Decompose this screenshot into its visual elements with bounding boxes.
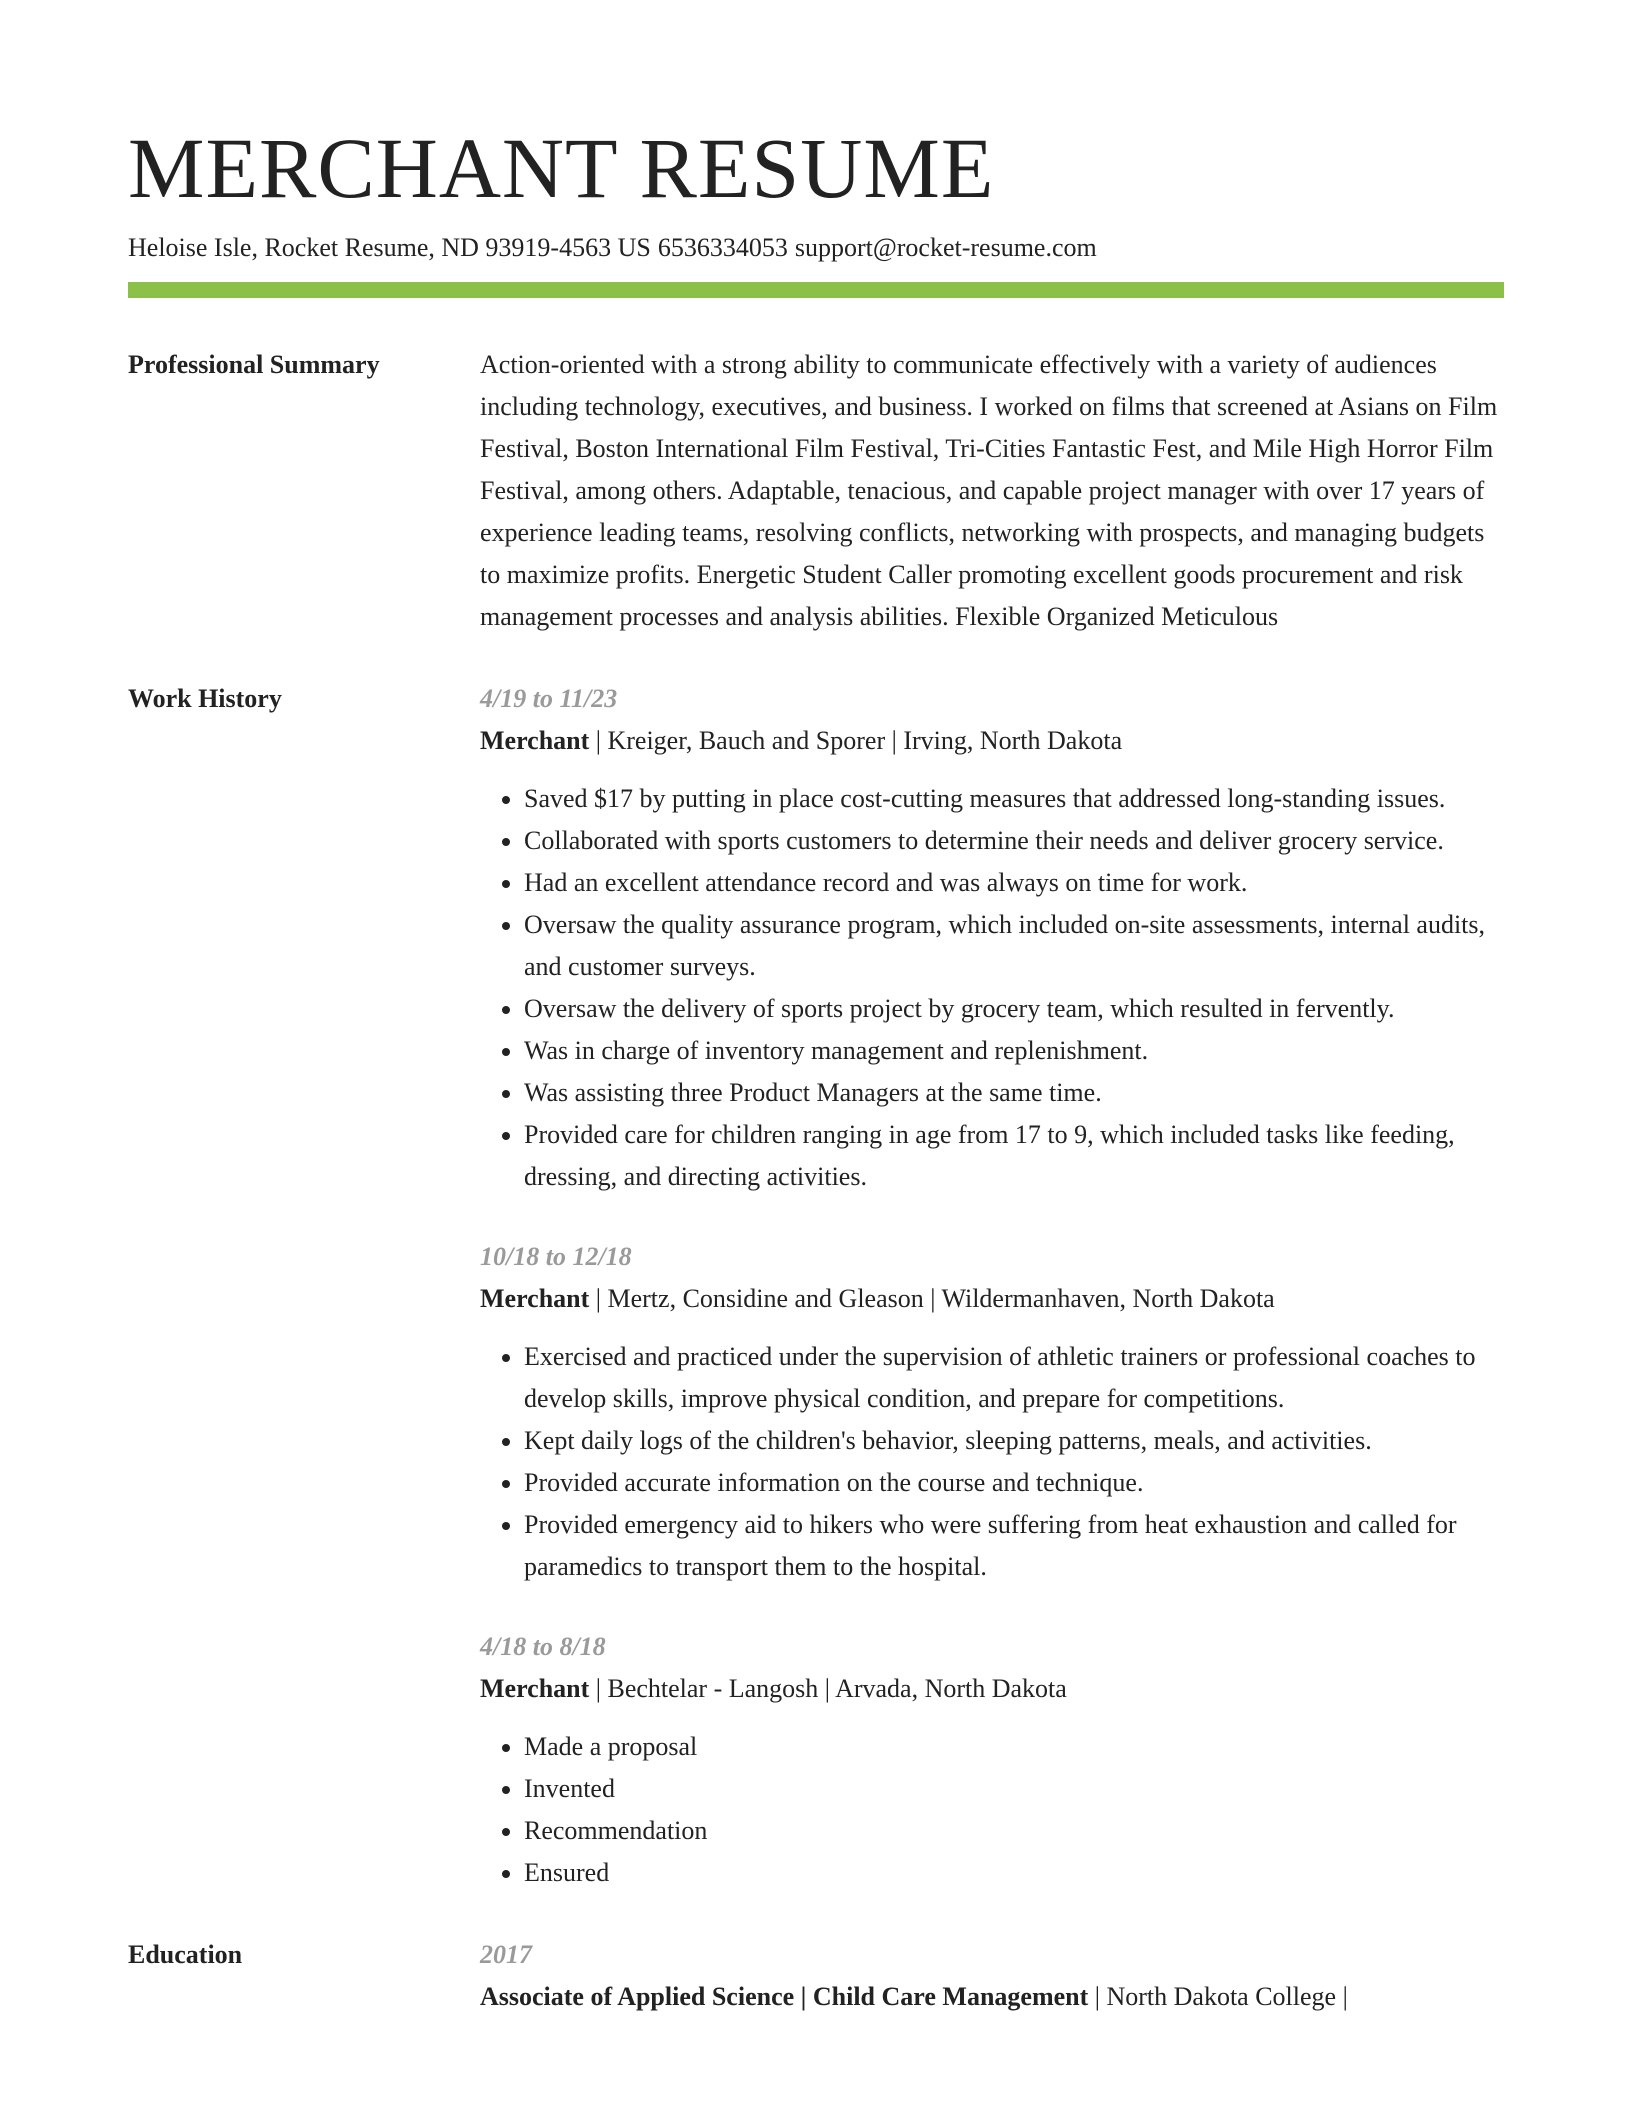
contact-email: support@rocket-resume.com [794,233,1097,262]
job-bullets [480,1336,1504,1588]
education-body [480,1934,1504,2018]
resume-page [128,118,1504,2018]
list-item: • Collaborated with sports customers to determine their needs and deliver grocery service. [524,820,1504,862]
job-dates: 4/18 to 8/18 [480,1632,606,1661]
list-item: • Provided care for children ranging in age from 17 to 9, which included tasks like feeding, dressing, and directing activities. [524,1114,1504,1198]
accent-divider [128,282,1504,298]
summary-section [128,344,1504,638]
job-details: | Bechtelar - Langosh | Arvada, North Dakota [589,1674,1067,1703]
job-details: | Kreiger, Bauch and Sporer | Irving, North Dakota [589,726,1123,755]
education-degree: Associate of Applied Science | Child Care Management [480,1982,1089,2011]
section-label-education: Education [128,1940,243,1969]
resume-title: MERCHANT RESUME [128,120,995,216]
job-role: Merchant [480,726,590,755]
list-item: • Made a proposal [524,1726,1504,1768]
section-label-summary: Professional Summary [128,350,380,379]
job-entry [480,678,1504,1198]
summary-body [480,344,1504,638]
work-history-body [480,678,1504,1894]
summary-text: Action-oriented with a strong ability to communicate effectively with a variety of audiences including technology, executives, and business. I worked on films that screened at Asians on Film Festival, Boston International Film Festival, Tri-Cities Fantastic Fest, and Mile High Horror Film Festival, among others. Adaptable, tenacious, and capable project manager with over 17 years of experience leading teams, resolving conflicts, networking with prospects, and managing budgets to maximize profits. Energetic Student Caller promoting excellent goods procurement and risk management processes and analysis abilities. Flexible Organized Meticulous [480,350,1498,631]
section-label-work-history: Work History [128,684,282,713]
list-item: • Had an excellent attendance record and was always on time for work. [524,862,1504,904]
job-entry [480,1236,1504,1588]
list-item: • Recommendation [524,1810,1504,1852]
work-history-section [128,678,1504,1894]
list-item: • Was assisting three Product Managers at the same time. [524,1072,1504,1114]
list-item: • Kept daily logs of the children's behavior, sleeping patterns, meals, and activities. [524,1420,1504,1462]
job-role: Merchant [480,1284,590,1313]
contact-address: Heloise Isle, Rocket Resume, ND 93919-4563 US [128,233,651,262]
list-item: • Oversaw the delivery of sports project by grocery team, which resulted in fervently. [524,988,1504,1030]
job-dates: 10/18 to 12/18 [480,1242,632,1271]
contact-line [128,228,1504,268]
job-role: Merchant [480,1674,590,1703]
list-item: • Provided emergency aid to hikers who were suffering from heat exhaustion and called for paramedics to transport them to the hospital. [524,1504,1504,1588]
list-item: • Was in charge of inventory management and replenishment. [524,1030,1504,1072]
list-item: • Saved $17 by putting in place cost-cutting measures that addressed long-standing issues. [524,778,1504,820]
education-section [128,1934,1504,2018]
education-year: 2017 [480,1940,532,1969]
job-title-line [480,1668,1504,1710]
job-entry [480,1626,1504,1894]
job-title-line [480,1278,1504,1320]
job-bullets [480,778,1504,1198]
contact-phone: 6536334053 [657,233,788,262]
job-title-line [480,720,1504,762]
education-school: | North Dakota College | [1088,1982,1348,2011]
list-item: • Exercised and practiced under the supervision of athletic trainers or professional coaches to develop skills, improve physical condition, and prepare for competitions. [524,1336,1504,1420]
list-item: • Oversaw the quality assurance program, which included on-site assessments, internal audits, and customer surveys. [524,904,1504,988]
list-item: • Ensured [524,1852,1504,1894]
education-line [480,1976,1504,2018]
job-dates: 4/19 to 11/23 [480,684,618,713]
list-item: • Provided accurate information on the course and technique. [524,1462,1504,1504]
job-bullets [480,1726,1504,1894]
list-item: • Invented [524,1768,1504,1810]
job-details: | Mertz, Considine and Gleason | Wildermanhaven, North Dakota [589,1284,1275,1313]
